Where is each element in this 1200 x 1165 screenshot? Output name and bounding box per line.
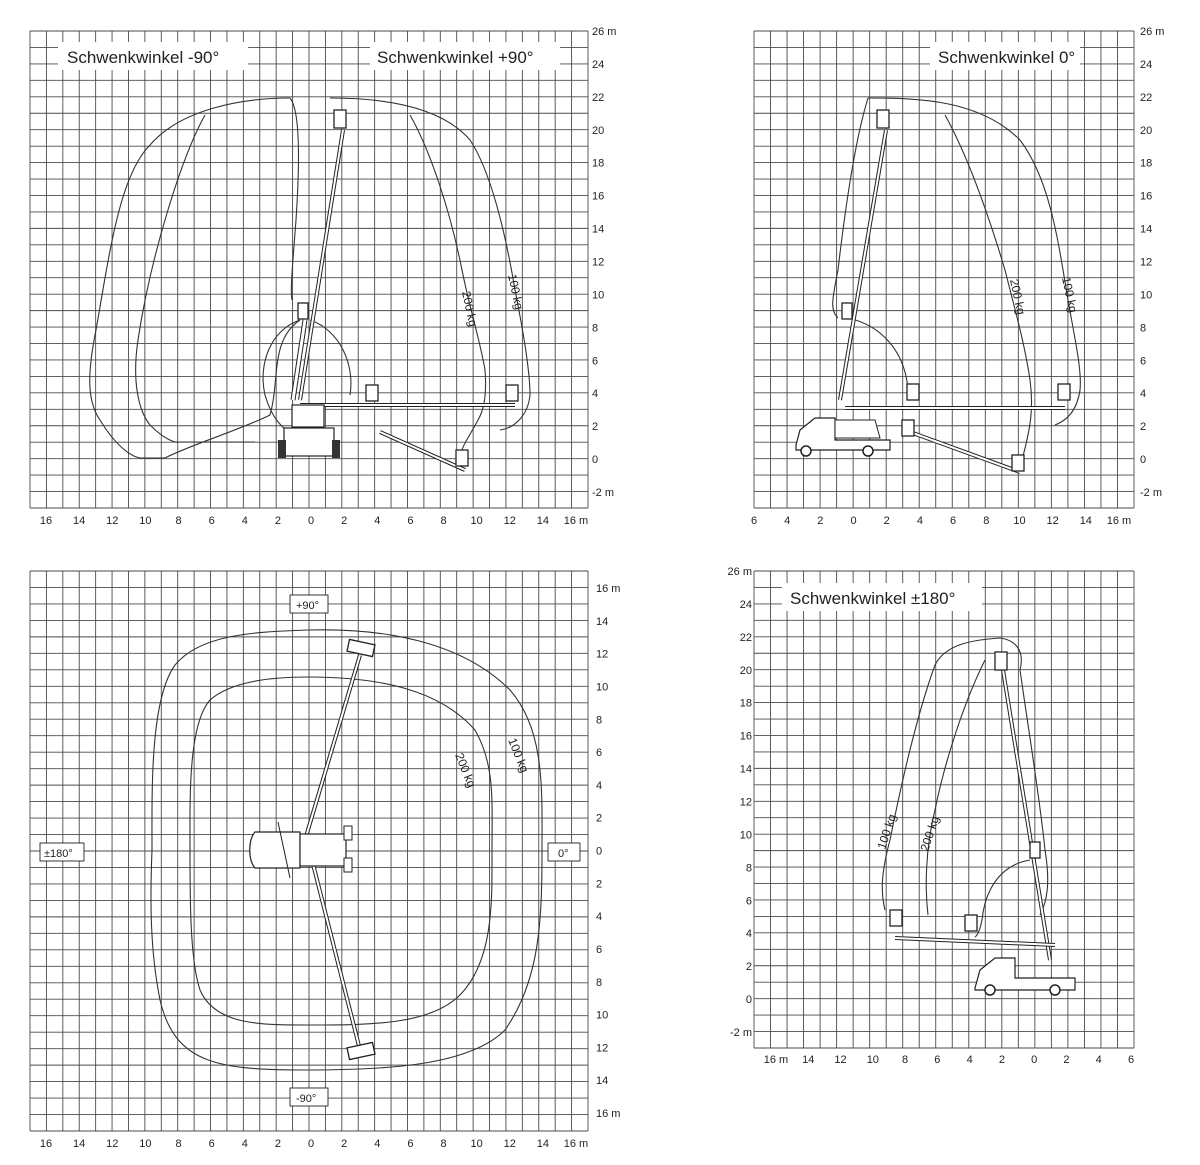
x-tick-label: 2 bbox=[998, 1054, 1005, 1066]
y-tick-label: 4 bbox=[596, 911, 603, 924]
y-axis-panel-2 bbox=[1140, 26, 1164, 499]
y-tick-label: 10 bbox=[1140, 289, 1153, 302]
x-tick-label: 14 bbox=[536, 1138, 549, 1150]
y-tick-label: 14 bbox=[1140, 223, 1153, 236]
y-axis-panel-3 bbox=[596, 583, 620, 1120]
y-tick-label: 26 m bbox=[727, 566, 752, 578]
panel-top-view bbox=[30, 571, 620, 1150]
envelope-inner-p2 bbox=[833, 98, 868, 318]
x-tick-label: 16 m bbox=[1106, 515, 1132, 527]
y-tick-label: 4 bbox=[745, 928, 752, 941]
y-tick-label: 26 m bbox=[592, 26, 617, 38]
y-tick-label: -2 m bbox=[1140, 487, 1162, 499]
y-tick-label: 2 bbox=[596, 812, 603, 825]
load-label-200kg-p3: 200 kg bbox=[452, 750, 479, 790]
envelope-arc-p2 bbox=[848, 318, 908, 390]
angle-label-0: 0° bbox=[558, 848, 569, 860]
x-tick-label: 4 bbox=[916, 515, 923, 527]
x-tick-label: 6 bbox=[407, 515, 414, 527]
x-tick-label: 10 bbox=[866, 1054, 879, 1066]
x-tick-label: 8 bbox=[902, 1054, 909, 1066]
x-tick-label: 12 bbox=[503, 515, 516, 527]
y-tick-label: 18 bbox=[1140, 157, 1153, 170]
load-label-200kg-p4: 200 kg bbox=[917, 814, 942, 853]
y-tick-label: 22 bbox=[592, 91, 605, 104]
y-tick-label: 12 bbox=[596, 648, 609, 661]
x-axis-panel-1 bbox=[40, 515, 588, 527]
x-tick-label: 2 bbox=[1063, 1054, 1070, 1066]
y-tick-label: 24 bbox=[592, 58, 605, 71]
x-tick-label: 6 bbox=[407, 1138, 414, 1150]
x-tick-label: 2 bbox=[341, 515, 348, 527]
x-tick-label: 14 bbox=[73, 515, 86, 527]
grid-panel-4 bbox=[754, 571, 1134, 1048]
y-tick-label: 6 bbox=[596, 747, 603, 760]
x-tick-label: 10 bbox=[470, 515, 483, 527]
x-tick-label: 2 bbox=[274, 1138, 281, 1150]
y-tick-label: 12 bbox=[592, 256, 605, 269]
y-axis-panel-4 bbox=[728, 566, 752, 1039]
y-tick-label: 16 bbox=[1140, 190, 1153, 203]
load-label-200kg-p1: 200 kg bbox=[459, 289, 481, 328]
y-tick-label: 20 bbox=[1140, 124, 1153, 137]
y-tick-label: 14 bbox=[592, 223, 605, 236]
x-tick-label: 6 bbox=[208, 1138, 215, 1150]
y-tick-label: 2 bbox=[592, 421, 599, 434]
x-tick-label: 16 bbox=[39, 515, 53, 527]
x-tick-label: 12 bbox=[1046, 515, 1059, 527]
x-tick-label: 2 bbox=[883, 515, 890, 527]
x-tick-label: 14 bbox=[802, 1054, 815, 1066]
vehicle-rear-p1 bbox=[278, 405, 340, 458]
title-plus90: Schwenkwinkel +90° bbox=[377, 48, 534, 67]
y-tick-label: 16 m bbox=[596, 583, 621, 595]
y-tick-label: 0 bbox=[1140, 454, 1147, 467]
x-tick-label: 16 m bbox=[763, 1054, 789, 1066]
y-tick-label: 2 bbox=[745, 961, 752, 974]
panel-side-view-0 bbox=[751, 26, 1165, 527]
x-tick-label: 0 bbox=[307, 515, 315, 527]
panel-side-view-180 bbox=[728, 566, 1135, 1066]
title-0: Schwenkwinkel 0° bbox=[938, 48, 1076, 67]
y-tick-label: 26 m bbox=[1140, 26, 1165, 38]
y-tick-label: 6 bbox=[1140, 355, 1147, 368]
basket-outer-p1 bbox=[506, 385, 518, 401]
x-tick-label: 6 bbox=[934, 1054, 941, 1066]
y-tick-label: 0 bbox=[592, 454, 599, 467]
x-tick-label: 4 bbox=[1095, 1054, 1102, 1066]
vehicle-side-p4 bbox=[975, 958, 1075, 995]
title-minus90: Schwenkwinkel -90° bbox=[67, 48, 220, 67]
x-tick-label: 14 bbox=[73, 1138, 86, 1150]
y-tick-label: 12 bbox=[739, 796, 752, 809]
x-tick-label: 10 bbox=[139, 515, 152, 527]
y-tick-label: 8 bbox=[1140, 322, 1147, 335]
boom-vertical-p1 bbox=[293, 110, 346, 400]
title-180: Schwenkwinkel ±180° bbox=[790, 589, 956, 608]
load-label-200kg-p2: 200 kg bbox=[1007, 277, 1029, 316]
x-tick-label: 4 bbox=[374, 1138, 381, 1150]
y-tick-label: 0 bbox=[745, 994, 752, 1007]
x-tick-label: 12 bbox=[834, 1054, 847, 1066]
y-tick-label: 12 bbox=[1140, 256, 1153, 269]
y-tick-label: 14 bbox=[739, 763, 752, 776]
basket-inner-p1 bbox=[366, 385, 378, 401]
load-label-100kg-p4: 100 kg bbox=[874, 812, 899, 851]
x-tick-label: 10 bbox=[470, 1138, 483, 1150]
y-tick-label: 8 bbox=[596, 714, 603, 727]
x-tick-label: 6 bbox=[1127, 1054, 1135, 1066]
basket-top-p1 bbox=[334, 110, 346, 128]
y-tick-label: 4 bbox=[592, 388, 599, 401]
x-tick-label: 8 bbox=[440, 515, 447, 527]
vehicle-side-p2 bbox=[796, 418, 890, 456]
x-tick-label: 12 bbox=[503, 1138, 516, 1150]
y-axis-panel-1 bbox=[592, 26, 616, 499]
x-axis-panel-2 bbox=[751, 515, 1131, 527]
y-tick-label: 18 bbox=[592, 157, 605, 170]
x-tick-label: 10 bbox=[1013, 515, 1026, 527]
x-tick-label: 0 bbox=[307, 1138, 315, 1150]
x-tick-label: 2 bbox=[341, 1138, 348, 1150]
envelope-center-arc-right bbox=[310, 320, 351, 395]
x-tick-label: 16 m bbox=[563, 1138, 589, 1150]
y-tick-label: 4 bbox=[1140, 388, 1147, 401]
y-tick-label: 6 bbox=[596, 943, 603, 956]
y-tick-label: 0 bbox=[596, 845, 603, 858]
envelope-left-upper bbox=[290, 98, 298, 300]
envelope-200kg-p4 bbox=[926, 660, 985, 915]
load-label-100kg-p3: 100 kg bbox=[505, 735, 532, 775]
x-tick-label: 4 bbox=[241, 515, 248, 527]
x-tick-label: 8 bbox=[175, 515, 182, 527]
envelope-right-200kg bbox=[410, 115, 486, 450]
y-tick-label: 10 bbox=[592, 289, 605, 302]
x-tick-label: 8 bbox=[175, 1138, 182, 1150]
x-tick-label: 12 bbox=[106, 1138, 119, 1150]
x-tick-label: 14 bbox=[1079, 515, 1092, 527]
load-label-100kg-p2: 100 kg bbox=[1059, 275, 1081, 314]
y-tick-label: 24 bbox=[739, 598, 752, 611]
y-tick-label: -2 m bbox=[730, 1027, 752, 1039]
y-tick-label: 22 bbox=[739, 631, 752, 644]
angle-label-plus90: +90° bbox=[296, 600, 320, 612]
boom-vertical-p2 bbox=[840, 110, 889, 400]
x-tick-label: 2 bbox=[274, 515, 281, 527]
envelope-arc-p4 bbox=[975, 860, 1030, 937]
y-tick-label: 2 bbox=[1140, 421, 1147, 434]
x-tick-label: 2 bbox=[817, 515, 824, 527]
x-tick-label: 4 bbox=[374, 515, 381, 527]
basket-low-p1 bbox=[456, 450, 468, 466]
x-tick-label: 0 bbox=[850, 515, 857, 527]
envelope-100kg-p4 bbox=[882, 638, 1000, 910]
y-tick-label: 6 bbox=[592, 355, 599, 368]
y-tick-label: 4 bbox=[596, 779, 603, 792]
angle-label-180: ±180° bbox=[44, 848, 73, 860]
y-tick-label: 10 bbox=[739, 829, 752, 842]
x-axis-panel-3 bbox=[40, 1138, 588, 1150]
y-tick-label: 12 bbox=[596, 1042, 609, 1055]
y-tick-label: 16 bbox=[739, 730, 752, 743]
x-tick-label: 16 m bbox=[563, 515, 589, 527]
x-tick-label: 10 bbox=[139, 1138, 152, 1150]
y-tick-label: 24 bbox=[1140, 58, 1153, 71]
x-tick-label: 4 bbox=[784, 515, 791, 527]
y-tick-label: 6 bbox=[745, 895, 752, 908]
basket-mid-p1 bbox=[298, 303, 308, 319]
x-tick-label: 4 bbox=[241, 1138, 248, 1150]
x-tick-label: 14 bbox=[536, 515, 549, 527]
x-tick-label: 0 bbox=[1031, 1054, 1038, 1066]
load-label-100kg-p1: 100 kg bbox=[505, 272, 527, 311]
x-tick-label: 12 bbox=[106, 515, 119, 527]
y-tick-label: 8 bbox=[745, 862, 752, 875]
x-tick-label: 6 bbox=[750, 515, 758, 527]
x-tick-label: 16 bbox=[39, 1138, 53, 1150]
vehicle-top-p3 bbox=[250, 822, 352, 878]
y-tick-label: 16 bbox=[592, 190, 605, 203]
y-tick-label: 14 bbox=[596, 615, 609, 628]
y-tick-label: 16 m bbox=[596, 1108, 621, 1120]
y-tick-label: -2 m bbox=[592, 487, 614, 499]
y-tick-label: 10 bbox=[596, 681, 609, 694]
envelope-right-100kg bbox=[330, 98, 530, 430]
y-tick-label: 22 bbox=[1140, 91, 1153, 104]
y-tick-label: 14 bbox=[596, 1075, 609, 1088]
boom-p4 bbox=[890, 652, 1055, 960]
x-tick-label: 8 bbox=[440, 1138, 447, 1150]
envelope-outer-right-p4 bbox=[1000, 638, 1048, 915]
x-tick-label: 4 bbox=[966, 1054, 973, 1066]
y-tick-label: 18 bbox=[739, 697, 752, 710]
x-tick-label: 6 bbox=[950, 515, 957, 527]
x-tick-label: 6 bbox=[208, 515, 215, 527]
y-tick-label: 10 bbox=[596, 1009, 609, 1022]
angle-label-minus90: -90° bbox=[296, 1093, 317, 1105]
y-tick-label: 8 bbox=[592, 322, 599, 335]
y-tick-label: 20 bbox=[739, 664, 752, 677]
x-axis-panel-4 bbox=[764, 1054, 1134, 1066]
y-tick-label: 2 bbox=[596, 878, 603, 891]
y-tick-label: 20 bbox=[592, 124, 605, 137]
y-tick-label: 8 bbox=[596, 976, 603, 989]
x-tick-label: 8 bbox=[983, 515, 990, 527]
panel-side-view-90 bbox=[30, 26, 616, 527]
